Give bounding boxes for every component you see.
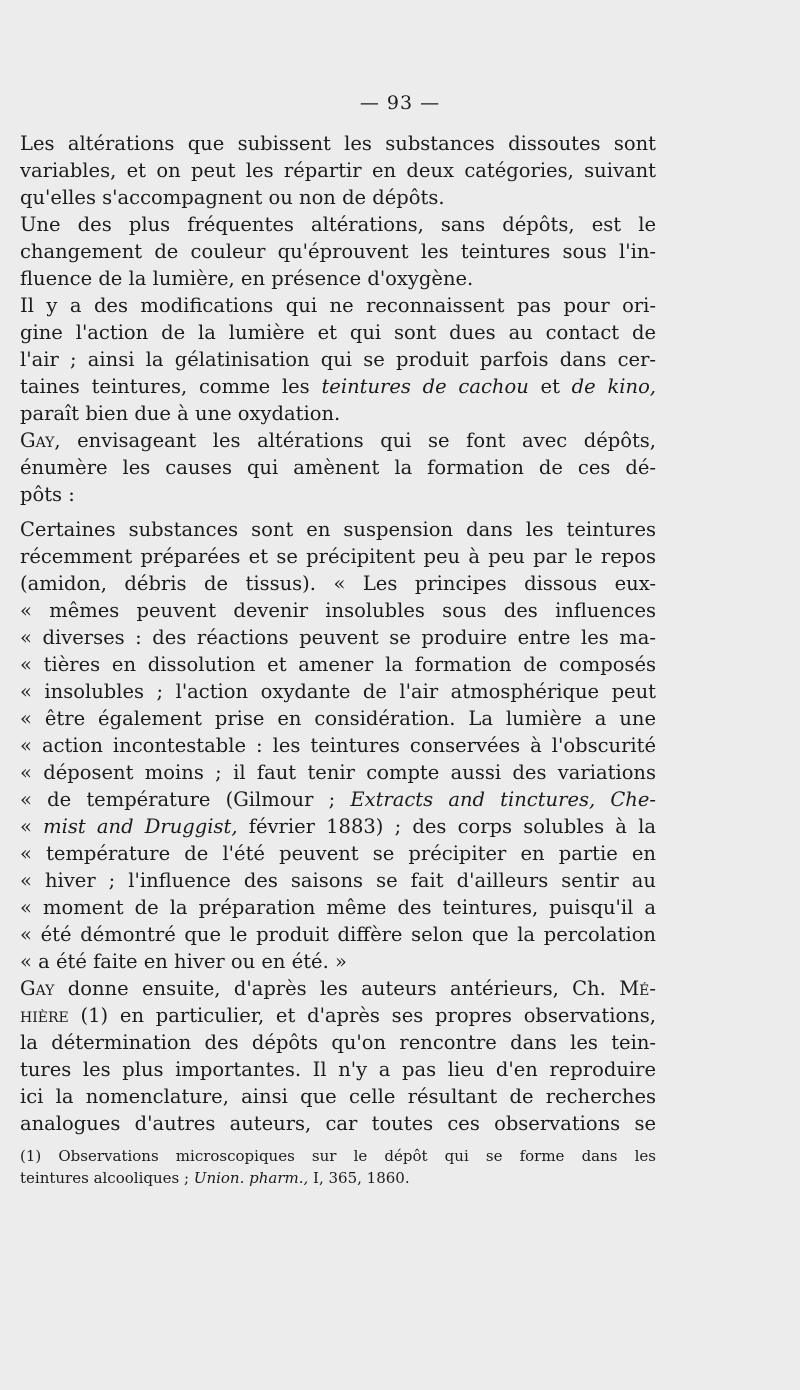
text-run: teintures alcooliques ;	[20, 1169, 194, 1187]
text-line: « hiver ; l'influence des saisons se fait d'ailleurs sentir au	[20, 869, 656, 892]
italic-text: Union. pharm.,	[193, 1169, 309, 1187]
text-line: tures les plus importantes. Il n'y a pas lieu d'en reproduire	[20, 1058, 656, 1081]
text-line: qu'elles s'accompagnent ou non de dépôts.	[20, 186, 445, 209]
paragraph-gap	[20, 508, 656, 516]
text-line	[20, 975, 656, 1002]
text-line: « été démontré que le produit diffère selon que la percolation	[20, 923, 656, 946]
text-line	[20, 786, 656, 813]
text-line: analogues d'autres auteurs, car toutes ces observations se	[20, 1112, 656, 1135]
italic-text: de kino,	[571, 375, 656, 398]
text-line: « action incontestable : les teintures conservées à l'obscurité	[20, 734, 656, 757]
text-line: « insolubles ; l'action oxydante de l'air atmosphérique peut	[20, 680, 656, 703]
text-line	[20, 813, 656, 840]
text-line: Il y a des modifications qui ne reconnaissent pas pour ori-	[20, 294, 656, 317]
text-line	[20, 1002, 656, 1029]
text-line: « déposent moins ; il faut tenir compte aussi des variations	[20, 761, 656, 784]
text-line	[20, 427, 656, 454]
text-line: « diverses : des réactions peuvent se produire entre les ma-	[20, 626, 656, 649]
text-line: Certaines substances sont en suspension dans les teintures	[20, 518, 656, 541]
footnote-line: (1) Observations microscopiques sur le dépôt qui se forme dans les	[20, 1147, 656, 1165]
text-line: « a été faite en hiver ou en été. »	[20, 950, 347, 973]
footnote-separator	[20, 1137, 656, 1145]
text-line: « être également prise en considération. La lumière a une	[20, 707, 656, 730]
text-run: donne ensuite, d'après les auteurs antérieurs, Ch.	[54, 977, 620, 1000]
text-line: gine l'action de la lumière et qui sont dues au contact de	[20, 321, 656, 344]
text-line: changement de couleur qu'éprouvent les teintures sous l'in-	[20, 240, 656, 263]
text-line: (amidon, débris de tissus). « Les principes dissous eux-	[20, 572, 656, 595]
text-run: taines teintures, comme les	[20, 375, 322, 398]
author-name: hière	[20, 1004, 69, 1027]
text-line: « température de l'été peuvent se précipiter en partie en	[20, 842, 656, 865]
text-line: Les altérations que subissent les substances dissoutes sont	[20, 132, 656, 155]
author-name: Mé-	[619, 977, 656, 1000]
text-run: «	[20, 815, 44, 838]
author-name: Gay	[20, 429, 55, 452]
text-line: pôts :	[20, 483, 75, 506]
text-run: , envisageant les altérations qui se font avec dépôts,	[54, 429, 656, 452]
text-run: février 1883) ; des corps solubles à la	[237, 815, 656, 838]
text-line	[20, 373, 656, 400]
text-line: énumère les causes qui amènent la formation de ces dé-	[20, 456, 656, 479]
footnote	[20, 1145, 656, 1189]
italic-text: mist and Druggist,	[43, 815, 238, 838]
text-run: I, 365, 1860.	[308, 1169, 410, 1187]
page-number: — 93 —	[359, 92, 441, 114]
text-run: (1) en particulier, et d'après ses propres observations,	[68, 1004, 656, 1027]
text-line: la détermination des dépôts qu'on rencontre dans les tein-	[20, 1031, 656, 1054]
italic-text: teintures de cachou	[321, 375, 529, 398]
text-line: « mêmes peuvent devenir insolubles sous des influences	[20, 599, 656, 622]
italic-text: Extracts and tinctures, Che-	[350, 788, 656, 811]
text-line: Une des plus fréquentes altérations, sans dépôts, est le	[20, 213, 656, 236]
text-run: et	[528, 375, 572, 398]
text-line: récemment préparées et se précipitent peu à peu par le repos	[20, 545, 656, 568]
text-line: « tières en dissolution et amener la formation de composés	[20, 653, 656, 676]
text-line: « moment de la préparation même des teintures, puisqu'il a	[20, 896, 656, 919]
footnote-line	[20, 1167, 656, 1189]
text-line: paraît bien due à une oxydation.	[20, 402, 341, 425]
text-line: fluence de la lumière, en présence d'oxygène.	[20, 267, 474, 290]
text-line: variables, et on peut les répartir en deux catégories, suivant	[20, 159, 656, 182]
text-line: ici la nomenclature, ainsi que celle résultant de recherches	[20, 1085, 656, 1108]
author-name: Gay	[20, 977, 55, 1000]
text-line: l'air ; ainsi la gélatinisation qui se produit parfois dans cer-	[20, 348, 656, 371]
text-run: « de température (Gilmour ;	[20, 788, 351, 811]
body-text	[20, 130, 656, 1189]
